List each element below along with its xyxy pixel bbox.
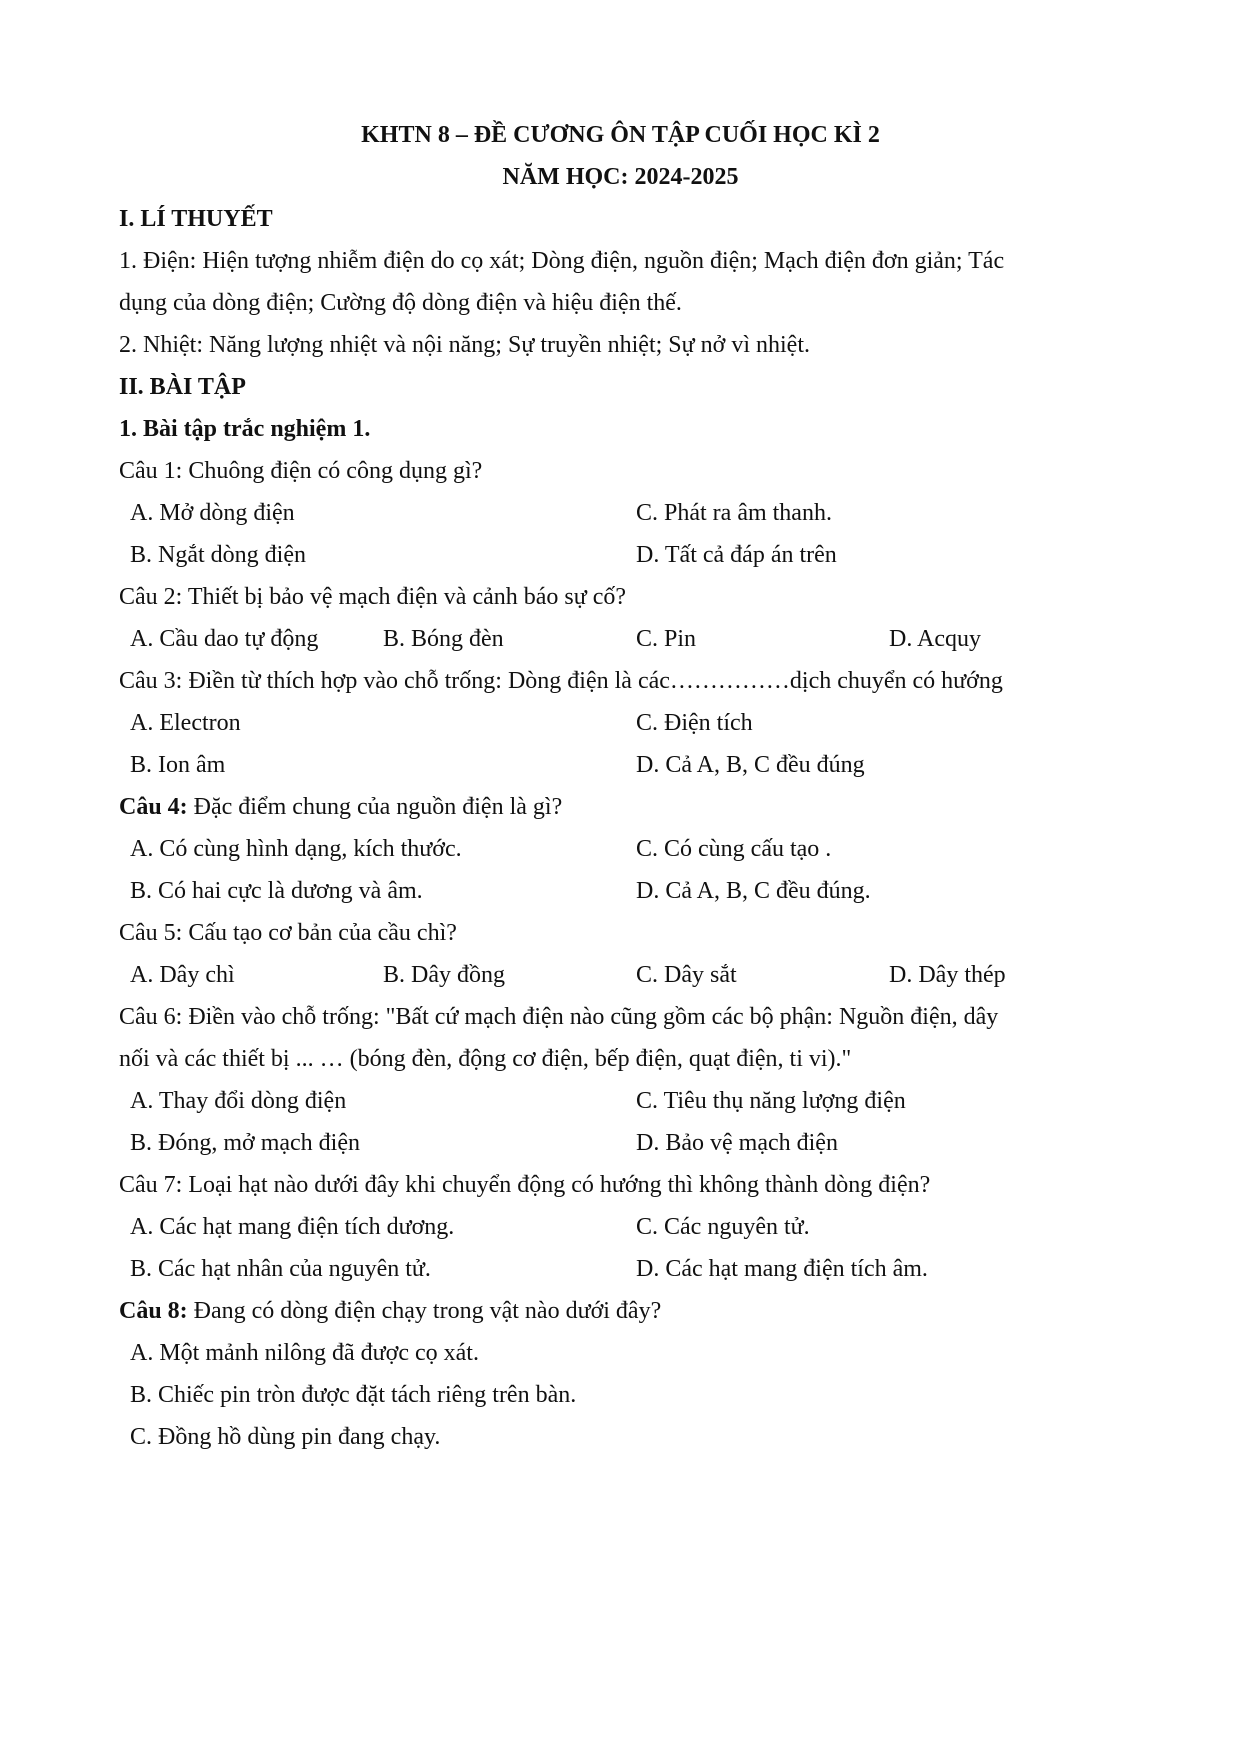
question-7: Câu 7: Loại hạt nào dưới đây khi chuyển động có hướng thì không thành dòng điện? bbox=[119, 1172, 931, 1198]
question-4-text: Đặc điểm chung của nguồn điện là gì? bbox=[187, 794, 563, 820]
question-4-option-d: D. Cả A, B, C đều đúng. bbox=[636, 878, 871, 904]
question-6-option-d: D. Bảo vệ mạch điện bbox=[636, 1130, 838, 1156]
question-3-option-c: C. Điện tích bbox=[636, 710, 753, 736]
question-3-option-a: A. Electron bbox=[130, 710, 241, 736]
question-4-label: Câu 4: bbox=[119, 794, 188, 820]
multiple-choice-heading: 1. Bài tập trắc nghiệm 1. bbox=[119, 416, 371, 442]
question-2-option-b: B. Bóng đèn bbox=[383, 626, 504, 652]
document-title: KHTN 8 – ĐỀ CƯƠNG ÔN TẬP CUỐI HỌC KÌ 2 bbox=[361, 122, 880, 148]
question-1-option-c: C. Phát ra âm thanh. bbox=[636, 500, 832, 526]
question-5-option-a: A. Dây chì bbox=[130, 962, 235, 988]
question-7-option-c: C. Các nguyên tử. bbox=[636, 1214, 810, 1240]
question-8-option-a: A. Một mảnh nilông đã được cọ xát. bbox=[130, 1340, 479, 1366]
question-4-option-a: A. Có cùng hình dạng, kích thước. bbox=[130, 836, 462, 862]
question-3: Câu 3: Điền từ thích hợp vào chỗ trống: Dòng điện là các……………dịch chuyển có hướng bbox=[119, 668, 1003, 694]
question-2-option-c: C. Pin bbox=[636, 626, 697, 652]
question-8-label: Câu 8: bbox=[119, 1298, 188, 1324]
question-5: Câu 5: Cấu tạo cơ bản của cầu chì? bbox=[119, 920, 457, 946]
question-8-option-b: B. Chiếc pin tròn được đặt tách riêng trên bàn. bbox=[130, 1382, 577, 1408]
question-1: Câu 1: Chuông điện có công dụng gì? bbox=[119, 458, 483, 484]
question-5-option-c: C. Dây sắt bbox=[636, 962, 737, 988]
theory-item-1-line-2: dụng của dòng điện; Cường độ dòng điện và hiệu điện thế. bbox=[119, 290, 682, 316]
question-8-text: Đang có dòng điện chạy trong vật nào dưới đây? bbox=[187, 1298, 662, 1324]
question-3-option-b: B. Ion âm bbox=[130, 752, 226, 778]
question-6-option-c: C. Tiêu thụ năng lượng điện bbox=[636, 1088, 906, 1114]
question-6-line-2: nối và các thiết bị ... … (bóng đèn, động cơ điện, bếp điện, quạt điện, ti vi)." bbox=[119, 1046, 852, 1072]
exercises-heading: II. BÀI TẬP bbox=[119, 374, 246, 400]
question-5-option-b: B. Dây đồng bbox=[383, 962, 505, 988]
question-4-option-c: C. Có cùng cấu tạo . bbox=[636, 836, 832, 862]
question-4 bbox=[119, 792, 1129, 822]
question-6-option-b: B. Đóng, mở mạch điện bbox=[130, 1130, 360, 1156]
question-4-option-b: B. Có hai cực là dương và âm. bbox=[130, 878, 423, 904]
question-8-option-c: C. Đồng hồ dùng pin đang chạy. bbox=[130, 1424, 441, 1450]
question-2: Câu 2: Thiết bị bảo vệ mạch điện và cảnh báo sự cố? bbox=[119, 584, 627, 610]
question-7-option-d: D. Các hạt mang điện tích âm. bbox=[636, 1256, 928, 1282]
question-1-option-b: B. Ngắt dòng điện bbox=[130, 542, 306, 568]
question-7-option-a: A. Các hạt mang điện tích dương. bbox=[130, 1214, 455, 1240]
question-2-option-a: A. Cầu dao tự động bbox=[130, 626, 319, 652]
question-6-option-a: A. Thay đổi dòng điện bbox=[130, 1088, 347, 1114]
question-8 bbox=[119, 1296, 1129, 1326]
question-1-option-a: A. Mở dòng điện bbox=[130, 500, 295, 526]
theory-item-2: 2. Nhiệt: Năng lượng nhiệt và nội năng; Sự truyền nhiệt; Sự nở vì nhiệt. bbox=[119, 332, 810, 358]
theory-heading: I. LÍ THUYẾT bbox=[119, 206, 273, 232]
question-5-option-d: D. Dây thép bbox=[889, 962, 1006, 988]
question-2-option-d: D. Acquy bbox=[889, 626, 981, 652]
question-3-option-d: D. Cả A, B, C đều đúng bbox=[636, 752, 865, 778]
question-7-option-b: B. Các hạt nhân của nguyên tử. bbox=[130, 1256, 431, 1282]
school-year: NĂM HỌC: 2024-2025 bbox=[502, 164, 739, 190]
question-6-line-1: Câu 6: Điền vào chỗ trống: "Bất cứ mạch điện nào cũng gồm các bộ phận: Nguồn điện, dây bbox=[119, 1004, 999, 1030]
question-1-option-d: D. Tất cả đáp án trên bbox=[636, 542, 837, 568]
theory-item-1-line-1: 1. Điện: Hiện tượng nhiễm điện do cọ xát; Dòng điện, nguồn điện; Mạch điện đơn giản; Tác bbox=[119, 248, 1005, 274]
